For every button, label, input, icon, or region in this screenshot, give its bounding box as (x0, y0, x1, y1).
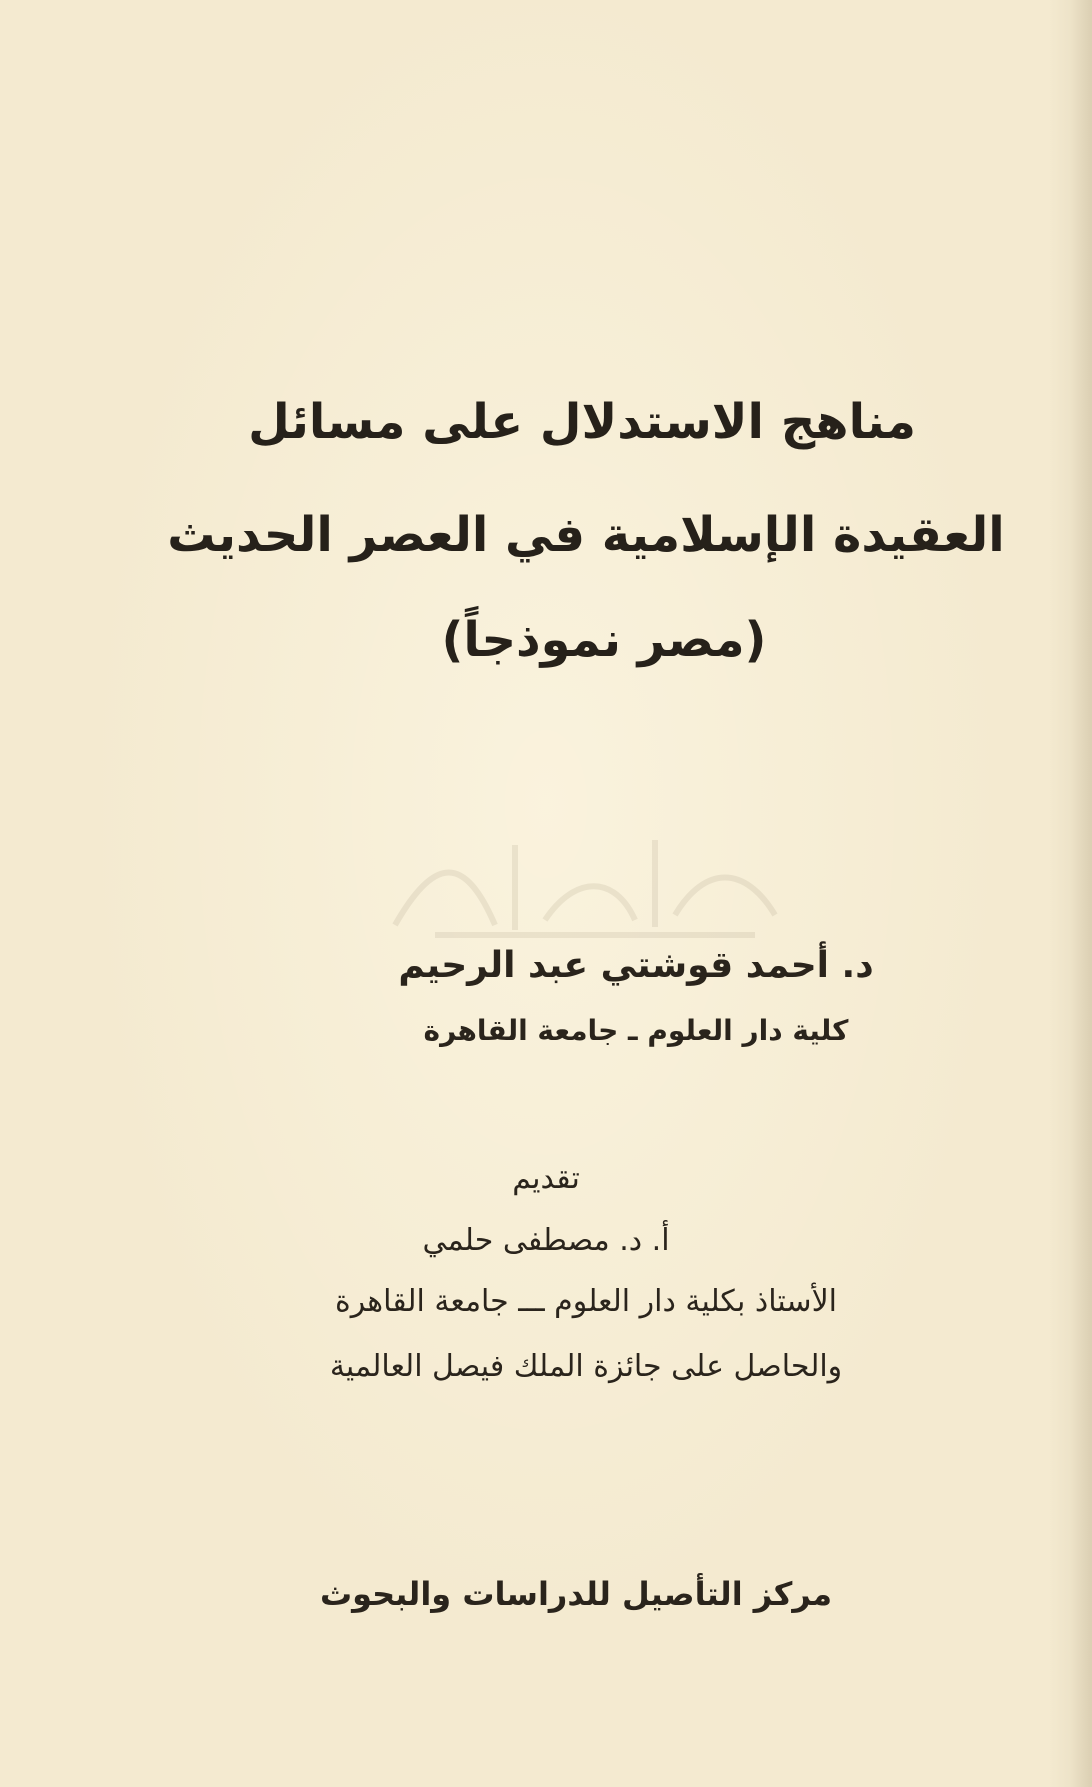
author-affiliation: كلية دار العلوم ـ جامعة القاهرة (423, 1014, 849, 1047)
author-name: د. أحمد قوشتي عبد الرحيم (398, 945, 874, 986)
presenter-affiliation-line-1: الأستاذ بكلية دار العلوم ـــ جامعة القاهرة (334, 1284, 838, 1319)
presenter-name: أ. د. مصطفى حلمي (422, 1223, 670, 1258)
page-edge-shadow (1070, 0, 1092, 1787)
faint-show-through-calligraphy (375, 815, 805, 950)
book-title-line-1: مناهج الاستدلال على مسائل (248, 394, 916, 450)
book-subtitle: (مصر نموذجاً) (441, 612, 767, 668)
presentation-label: تقديم (512, 1161, 580, 1196)
publisher-name: مركز التأصيل للدراسات والبحوث (319, 1575, 833, 1613)
book-title-line-2: العقيدة الإسلامية في العصر الحديث (167, 507, 1005, 563)
presenter-affiliation-line-2: والحاصل على جائزة الملك فيصل العالمية (329, 1349, 843, 1384)
